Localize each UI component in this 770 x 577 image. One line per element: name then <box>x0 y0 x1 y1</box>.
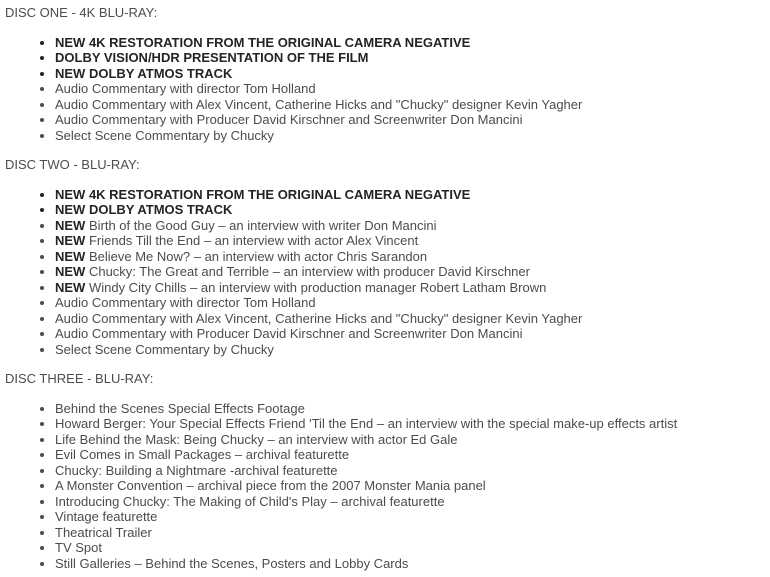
feature-item: • Audio Commentary with Alex Vincent, Catherine Hicks and "Chucky" designer Kevin Yagher <box>55 97 770 113</box>
feature-item: • Evil Comes in Small Packages – archival featurette <box>55 447 770 463</box>
feature-item: • Audio Commentary with director Tom Holland <box>55 295 770 311</box>
feature-item: • Audio Commentary with Producer David Kirschner and Screenwriter Don Mancini <box>55 326 770 342</box>
feature-item: • Behind the Scenes Special Effects Footage <box>55 401 770 417</box>
feature-item-bold-text: NEW DOLBY ATMOS TRACK <box>55 202 233 217</box>
feature-item: • A Monster Convention – archival piece from the 2007 Monster Mania panel <box>55 478 770 494</box>
new-badge: NEW <box>55 279 86 295</box>
feature-item <box>55 66 770 82</box>
feature-item: • Life Behind the Mask: Being Chucky – an interview with actor Ed Gale <box>55 432 770 448</box>
feature-item: • Audio Commentary with director Tom Holland <box>55 81 770 97</box>
new-badge: NEW <box>55 217 86 233</box>
feature-item-bold-text: NEW 4K RESTORATION FROM THE ORIGINAL CAMERA NEGATIVE <box>55 186 471 202</box>
new-badge: NEW <box>55 248 86 264</box>
feature-list <box>5 187 770 358</box>
feature-item: • TV Spot <box>55 540 770 556</box>
feature-item-bold-text: NEW DOLBY ATMOS TRACK <box>55 65 233 81</box>
feature-item: • NEW Chucky: The Great and Terrible – an interview with producer David Kirschner <box>55 264 770 280</box>
feature-item <box>55 35 770 51</box>
feature-item-bold-text: DOLBY VISION/HDR PRESENTATION OF THE FILM <box>55 50 369 65</box>
feature-item: • NEW Believe Me Now? – an interview with actor Chris Sarandon <box>55 249 770 265</box>
feature-item: • Select Scene Commentary by Chucky <box>55 128 770 144</box>
feature-item: • NEW Birth of the Good Guy – an interview with writer Don Mancini <box>55 218 770 234</box>
disc-heading: DISC TWO - BLU-RAY: <box>5 157 140 172</box>
feature-item: • Audio Commentary with Alex Vincent, Catherine Hicks and "Chucky" designer Kevin Yagher <box>55 311 770 327</box>
feature-list <box>5 35 770 144</box>
feature-item <box>55 187 770 203</box>
feature-item: • Theatrical Trailer <box>55 525 770 541</box>
feature-item: • NEW Friends Till the End – an interview with actor Alex Vincent <box>55 233 770 249</box>
disc-heading: DISC ONE - 4K BLU-RAY: <box>5 5 158 20</box>
feature-item: • Still Galleries – Behind the Scenes, Posters and Lobby Cards <box>55 556 770 572</box>
feature-item <box>55 202 770 218</box>
feature-item-bold-text: NEW 4K RESTORATION FROM THE ORIGINAL CAMERA NEGATIVE <box>55 34 471 50</box>
feature-item: • Chucky: Building a Nightmare -archival featurette <box>55 463 770 479</box>
feature-item: • Select Scene Commentary by Chucky <box>55 342 770 358</box>
feature-item: • Introducing Chucky: The Making of Child's Play – archival featurette <box>55 494 770 510</box>
disc-listing <box>5 5 770 571</box>
new-badge: NEW <box>55 233 86 248</box>
feature-list <box>5 401 770 572</box>
disc-heading: DISC THREE - BLU-RAY: <box>5 371 154 386</box>
feature-item: • Vintage featurette <box>55 509 770 525</box>
feature-item: • Audio Commentary with Producer David Kirschner and Screenwriter Don Mancini <box>55 112 770 128</box>
feature-item: • NEW Windy City Chills – an interview with production manager Robert Latham Brown <box>55 280 770 296</box>
feature-item: • Howard Berger: Your Special Effects Friend 'Til the End – an interview with the special make-up effects artist <box>55 416 770 432</box>
new-badge: NEW <box>55 264 86 279</box>
feature-item <box>55 50 770 66</box>
